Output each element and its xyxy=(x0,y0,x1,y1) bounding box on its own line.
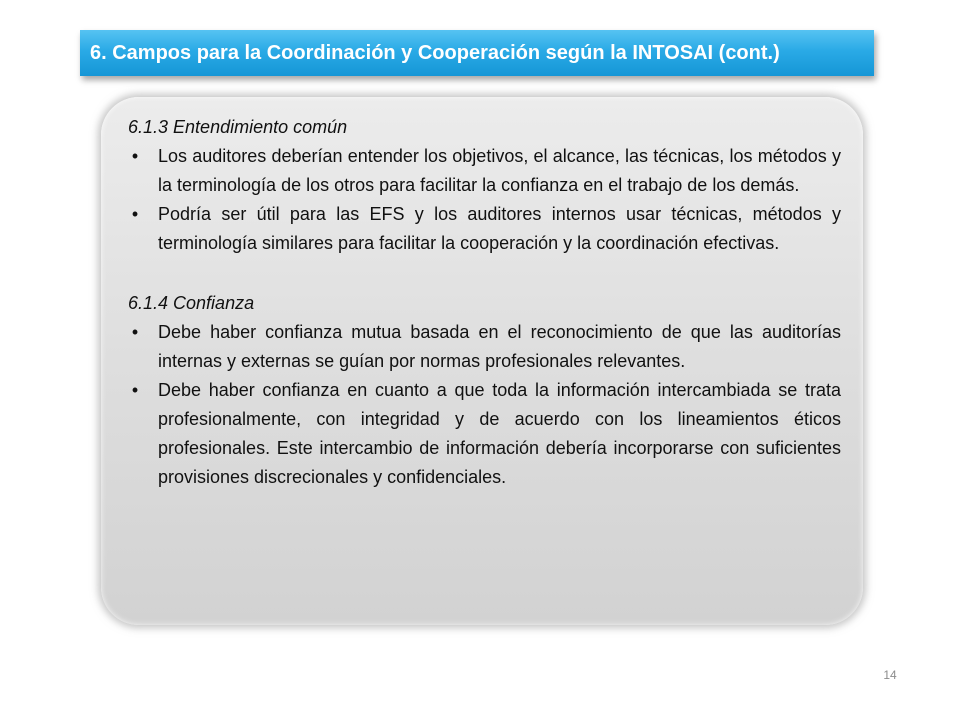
bullet-text: Los auditores deberían entender los objetivos, el alcance, las técnicas, los métodos y la terminología de los otros para facilitar la confianza en el trabajo de los demás. xyxy=(158,146,841,195)
list-item xyxy=(128,376,841,492)
title-bar xyxy=(80,30,874,76)
section-entendimiento-comun xyxy=(128,113,841,258)
bullet-text: Debe haber confianza en cuanto a que toda la información intercambiada se trata profesionalmente, con integridad y de acuerdo con los lineamientos éticos profesionales. Este intercambio de información debería incorporarse con suficientes provisiones discrecionales y confidenciales. xyxy=(158,380,841,487)
bullet-list xyxy=(128,142,841,258)
bullet-text: Debe haber confianza mutua basada en el reconocimiento de que las auditorías internas y externas se guían por normas profesionales relevantes. xyxy=(158,322,841,371)
bullet-icon: • xyxy=(131,380,139,400)
list-item xyxy=(128,142,841,200)
section-spacer xyxy=(128,258,841,289)
bullet-text: Podría ser útil para las EFS y los auditores internos usar técnicas, métodos y terminología similares para facilitar la cooperación y la coordinación efectivas. xyxy=(158,204,841,253)
list-item xyxy=(128,200,841,258)
content-box xyxy=(101,97,863,625)
bullet-list xyxy=(128,318,841,492)
slide-title: 6. Campos para la Coordinación y Cooperación según la INTOSAI (cont.) xyxy=(90,41,780,64)
bullet-icon: • xyxy=(131,146,139,166)
list-item xyxy=(128,318,841,376)
bullet-icon: • xyxy=(131,204,139,224)
section-heading: 6.1.3 Entendimiento común xyxy=(128,117,348,137)
page-number: 14 xyxy=(883,668,897,682)
section-confianza xyxy=(128,289,841,492)
section-heading: 6.1.4 Confianza xyxy=(128,293,255,313)
bullet-icon: • xyxy=(131,322,139,342)
